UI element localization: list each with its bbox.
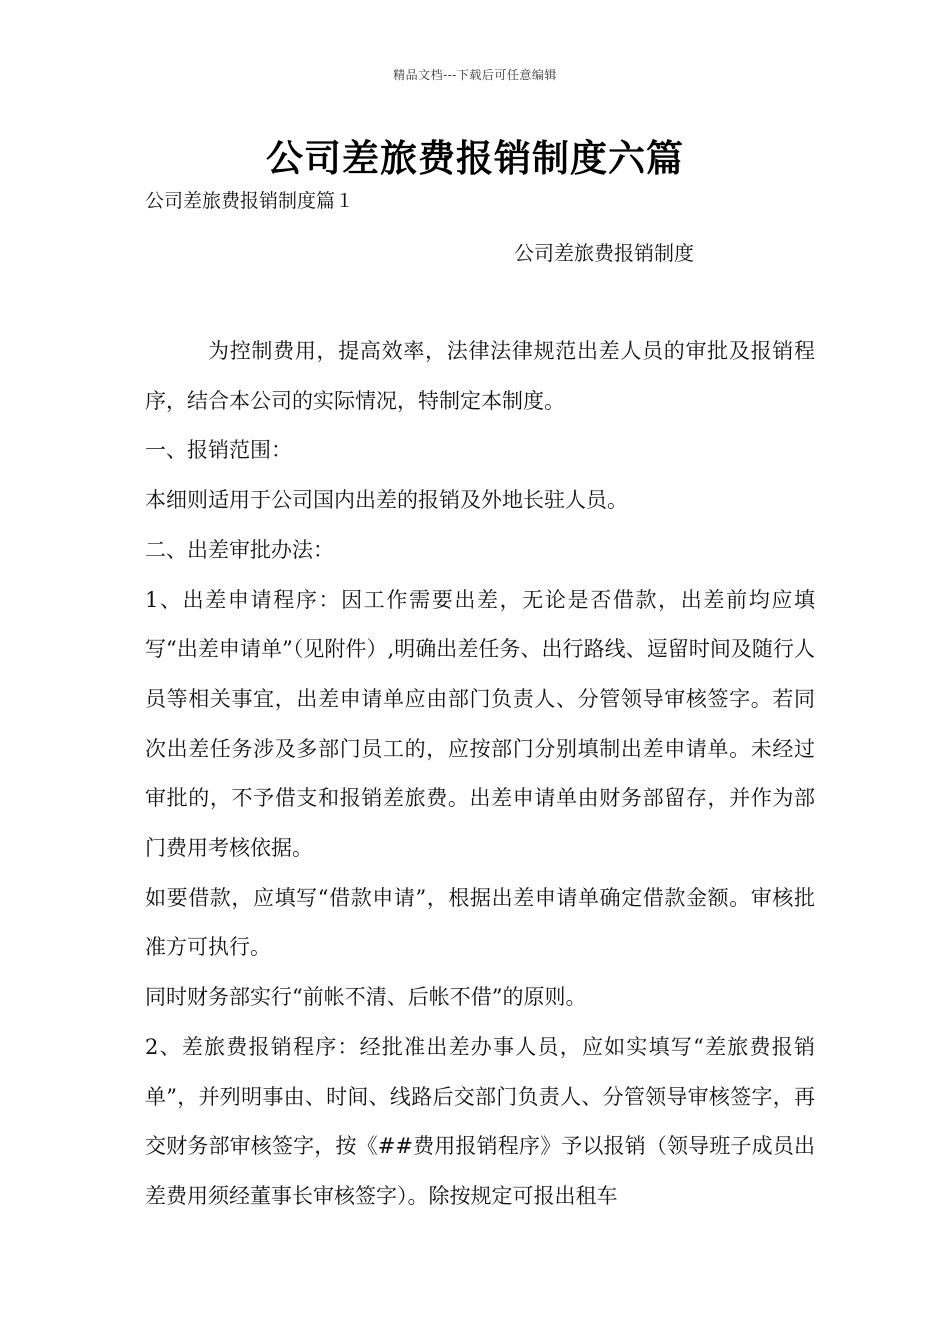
paragraph-finance-principle: 同时财务部实行“前帐不清、后帐不借”的原则。	[145, 985, 587, 1010]
article-subheading: 公司差旅费报销制度篇１	[145, 190, 355, 212]
heading-approval-method: 二、出差审批办法：	[145, 537, 334, 562]
document-title: 公司差旅费报销制度六篇	[266, 137, 684, 180]
heading-reimbursement-scope: 一、报销范围：	[145, 438, 292, 463]
paragraph-intro: 为控制费用，提高效率，法律法律规范出差人员的审批及报销程序，结合本公司的实际情况，特制定本制度。	[145, 339, 815, 413]
header-note: 精品文档---下载后可任意编辑	[393, 68, 557, 82]
section-title: 公司差旅费报销制度	[514, 241, 694, 265]
paragraph-loan-request: 如要借款，应填写“借款申请”，根据出差申请单确定借款金额。审核批准方可执行。	[145, 885, 815, 960]
paragraph-reimbursement-procedure: 2、差旅费报销程序：经批准出差办事人员，应如实填写“差旅费报销单”，并列明事由、时间、线路后交部门负责人、分管领导审核签字，再交财务部审核签字，按《##费用报销程序》予以报销（领导班子成员出差费用须经董事长审核签字）。除按规定可报出租车	[145, 1034, 815, 1208]
document-body	[145, 327, 815, 1222]
paragraph-scope: 本细则适用于公司国内出差的报销及外地长驻人员。	[145, 488, 628, 513]
paragraph-application-procedure: 1、出差申请程序：因工作需要出差，无论是否借款，出差前均应填写“出差申请单”（见附件）,明确出差任务、出行路线、逗留时间及随行人员等相关事宜，出差申请单应由部门负责人、分管领导审核签字。若同次出差任务涉及多部门员工的，应按部门分别填制出差申请单。未经过审批的，不予借支和报销差旅费。出差申请单由财务部留存，并作为部门费用考核依据。	[145, 587, 815, 861]
